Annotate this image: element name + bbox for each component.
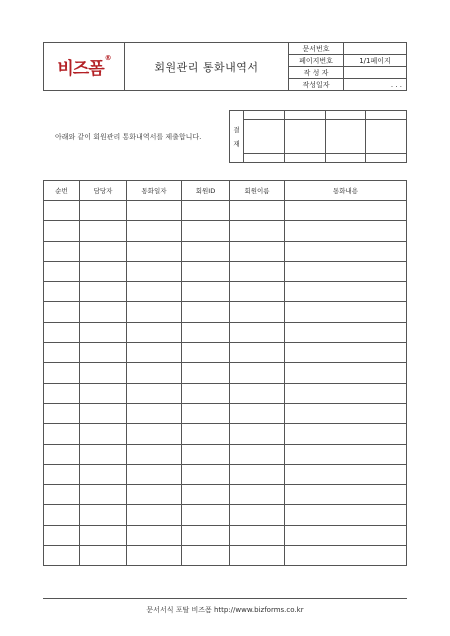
table-row	[44, 201, 407, 221]
table-cell[interactable]	[182, 403, 230, 423]
table-cell[interactable]	[80, 241, 127, 261]
table-cell[interactable]	[127, 383, 182, 403]
approval-box	[229, 110, 407, 163]
footer-divider	[43, 598, 407, 599]
table-row	[44, 444, 407, 464]
table-cell[interactable]	[80, 383, 127, 403]
footer-text: 문서서식 포탈 비즈폼 http://www.bizforms.co.kr	[146, 606, 304, 614]
table-cell[interactable]	[80, 363, 127, 383]
table-cell[interactable]	[80, 485, 127, 505]
table-cell[interactable]	[44, 221, 80, 241]
table-cell[interactable]	[285, 485, 407, 505]
approval-date-cell[interactable]	[366, 154, 407, 163]
table-cell[interactable]	[182, 261, 230, 281]
table-cell[interactable]	[182, 505, 230, 525]
table-cell[interactable]	[80, 525, 127, 545]
table-cell[interactable]	[230, 302, 285, 322]
table-cell[interactable]	[182, 322, 230, 342]
table-cell[interactable]	[127, 424, 182, 444]
column-header-call-date: 통화일자	[127, 181, 182, 201]
table-cell[interactable]	[230, 525, 285, 545]
table-cell[interactable]	[44, 525, 80, 545]
table-cell[interactable]	[44, 505, 80, 525]
table-cell[interactable]	[230, 444, 285, 464]
approval-sign-cell[interactable]	[366, 120, 407, 154]
table-body	[44, 201, 407, 566]
table-cell[interactable]	[182, 525, 230, 545]
table-row	[44, 302, 407, 322]
table-cell[interactable]	[44, 485, 80, 505]
table-row	[44, 505, 407, 525]
approval-sign-cell[interactable]	[244, 120, 285, 154]
approval-title-cell[interactable]	[284, 111, 325, 120]
document-header	[43, 42, 407, 91]
table-cell[interactable]	[230, 485, 285, 505]
table-cell[interactable]	[44, 343, 80, 363]
info-label-author: 작 성 자	[289, 67, 344, 79]
table-cell[interactable]	[127, 241, 182, 261]
table-cell[interactable]	[44, 546, 80, 566]
table-cell[interactable]	[285, 525, 407, 545]
table-cell[interactable]	[285, 322, 407, 342]
table-cell[interactable]	[182, 444, 230, 464]
table-cell[interactable]	[182, 546, 230, 566]
bizforms-logo: 비즈폼®	[57, 54, 111, 79]
table-cell[interactable]	[230, 546, 285, 566]
table-cell[interactable]	[44, 282, 80, 302]
table-cell[interactable]	[285, 241, 407, 261]
info-value-date[interactable]: . . .	[344, 79, 407, 91]
table-cell[interactable]	[182, 383, 230, 403]
table-cell[interactable]	[230, 363, 285, 383]
table-cell[interactable]	[127, 464, 182, 484]
table-cell[interactable]	[285, 464, 407, 484]
table-row	[44, 424, 407, 444]
table-cell[interactable]	[80, 302, 127, 322]
table-cell[interactable]	[44, 464, 80, 484]
table-cell[interactable]	[285, 546, 407, 566]
table-cell[interactable]	[182, 424, 230, 444]
table-cell[interactable]	[230, 282, 285, 302]
table-cell[interactable]	[44, 241, 80, 261]
table-cell[interactable]	[230, 505, 285, 525]
table-cell[interactable]	[285, 363, 407, 383]
table-cell[interactable]	[230, 241, 285, 261]
table-cell[interactable]	[127, 261, 182, 281]
document-title: 회원관리 통화내역서	[125, 43, 289, 91]
table-row	[44, 525, 407, 545]
table-row	[44, 485, 407, 505]
table-cell[interactable]	[80, 261, 127, 281]
table-cell[interactable]	[230, 261, 285, 281]
table-cell[interactable]	[127, 444, 182, 464]
approval-date-cell[interactable]	[325, 154, 366, 163]
column-header-member-id: 회원ID	[182, 181, 230, 201]
table-cell[interactable]	[230, 343, 285, 363]
table-row	[44, 403, 407, 423]
info-label-date: 작성일자	[289, 79, 344, 91]
table-cell[interactable]	[182, 363, 230, 383]
table-cell[interactable]	[44, 444, 80, 464]
intro-text: 아래와 같이 회원관리 통화내역서를 제출합니다.	[55, 133, 202, 141]
approval-sign-cell[interactable]	[325, 120, 366, 154]
info-label-doc-number: 문서번호	[289, 43, 344, 55]
table-cell[interactable]	[44, 322, 80, 342]
approval-date-cell[interactable]	[244, 154, 285, 163]
table-cell[interactable]	[80, 282, 127, 302]
table-cell[interactable]	[44, 261, 80, 281]
table-cell[interactable]	[127, 282, 182, 302]
table-row	[44, 221, 407, 241]
table-cell[interactable]	[44, 201, 80, 221]
table-cell[interactable]	[285, 201, 407, 221]
approval-label: 결 재	[230, 111, 244, 163]
table-row	[44, 363, 407, 383]
table-cell[interactable]	[127, 525, 182, 545]
table-cell[interactable]	[230, 464, 285, 484]
table-cell[interactable]	[44, 403, 80, 423]
table-row	[44, 261, 407, 281]
table-cell[interactable]	[44, 363, 80, 383]
approval-title-cell[interactable]	[325, 111, 366, 120]
table-cell[interactable]	[182, 485, 230, 505]
table-cell[interactable]	[285, 505, 407, 525]
table-cell[interactable]	[127, 546, 182, 566]
table-cell[interactable]	[285, 403, 407, 423]
table-cell[interactable]	[44, 302, 80, 322]
column-header-member-name: 회원이름	[230, 181, 285, 201]
table-cell[interactable]	[127, 363, 182, 383]
table-cell[interactable]	[127, 201, 182, 221]
table-cell[interactable]	[230, 201, 285, 221]
table-cell[interactable]	[80, 201, 127, 221]
table-cell[interactable]	[127, 302, 182, 322]
table-row	[44, 241, 407, 261]
table-cell[interactable]	[182, 464, 230, 484]
table-cell[interactable]	[285, 261, 407, 281]
table-cell[interactable]	[230, 221, 285, 241]
table-cell[interactable]	[127, 505, 182, 525]
table-cell[interactable]	[127, 322, 182, 342]
table-cell[interactable]	[230, 383, 285, 403]
info-value-doc-number[interactable]	[344, 43, 407, 55]
table-cell[interactable]	[127, 343, 182, 363]
table-cell[interactable]	[127, 485, 182, 505]
table-cell[interactable]	[182, 282, 230, 302]
info-value-page-number[interactable]: 1/1페이지	[344, 55, 407, 67]
approval-title-cell[interactable]	[366, 111, 407, 120]
table-cell[interactable]	[285, 424, 407, 444]
table-cell[interactable]	[285, 221, 407, 241]
table-cell[interactable]	[285, 383, 407, 403]
table-cell[interactable]	[80, 343, 127, 363]
table-cell[interactable]	[230, 424, 285, 444]
table-cell[interactable]	[127, 403, 182, 423]
table-cell[interactable]	[80, 322, 127, 342]
table-cell[interactable]	[80, 505, 127, 525]
table-cell[interactable]	[285, 282, 407, 302]
table-cell[interactable]	[80, 221, 127, 241]
table-cell[interactable]	[230, 403, 285, 423]
table-cell[interactable]	[80, 424, 127, 444]
table-row	[44, 322, 407, 342]
table-cell[interactable]	[182, 343, 230, 363]
logo-cell	[44, 43, 125, 91]
approval-title-cell[interactable]	[244, 111, 285, 120]
table-row	[44, 282, 407, 302]
info-label-page-number: 페이지번호	[289, 55, 344, 67]
table-cell[interactable]	[80, 444, 127, 464]
table-cell[interactable]	[127, 221, 182, 241]
table-row	[44, 546, 407, 566]
table-cell[interactable]	[182, 221, 230, 241]
approval-sign-cell[interactable]	[284, 120, 325, 154]
table-cell[interactable]	[285, 302, 407, 322]
table-cell[interactable]	[285, 444, 407, 464]
table-row	[44, 383, 407, 403]
table-cell[interactable]	[80, 546, 127, 566]
table-cell[interactable]	[182, 241, 230, 261]
table-row	[44, 464, 407, 484]
table-cell[interactable]	[44, 424, 80, 444]
column-header-call-content: 통화내용	[285, 181, 407, 201]
table-cell[interactable]	[230, 322, 285, 342]
table-cell[interactable]	[80, 464, 127, 484]
column-header-seq: 순번	[44, 181, 80, 201]
approval-date-cell[interactable]	[284, 154, 325, 163]
column-header-staff: 담당자	[80, 181, 127, 201]
info-value-author[interactable]	[344, 67, 407, 79]
table-header-row	[44, 181, 407, 201]
table-cell[interactable]	[44, 383, 80, 403]
table-row	[44, 343, 407, 363]
call-log-table	[43, 180, 407, 566]
table-cell[interactable]	[285, 343, 407, 363]
table-cell[interactable]	[80, 403, 127, 423]
table-cell[interactable]	[182, 302, 230, 322]
table-cell[interactable]	[182, 201, 230, 221]
